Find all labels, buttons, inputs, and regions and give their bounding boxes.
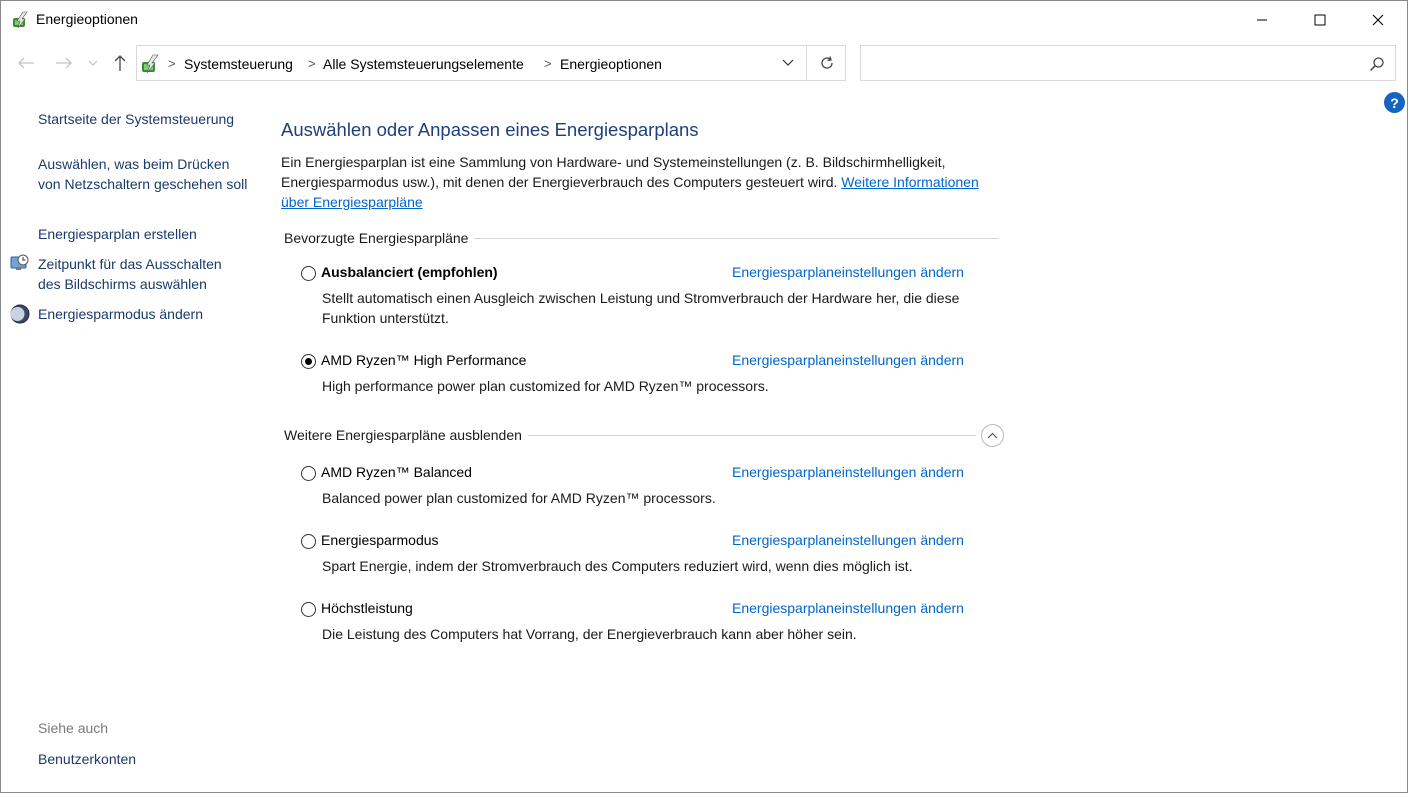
arrow-left-icon [17,56,35,70]
plan-radio-power-saver[interactable] [301,534,316,549]
breadcrumb-systemsteuerung[interactable]: Systemsteuerung [184,56,293,72]
plan-settings-link-amd-high-performance[interactable]: Energiesparplaneinstellungen ändern [732,352,964,368]
plan-desc-balanced: Stellt automatisch einen Ausgleich zwischen Leistung und Stromverbrauch der Hardware her, die diese Funktion unterstützt. [322,290,960,326]
plan-name-balanced[interactable]: Ausbalanciert (empfohlen) [321,264,498,280]
help-button[interactable] [1384,92,1405,113]
chevron-down-icon [782,59,794,67]
maximize-button[interactable] [1291,1,1349,39]
address-dropdown-button[interactable] [771,46,805,80]
plan-radio-amd-balanced[interactable] [301,466,316,481]
minimize-icon [1256,14,1268,26]
recent-locations-button[interactable] [83,51,103,75]
plan-desc-ultimate: Die Leistung des Computers hat Vorrang, der Energieverbrauch kann aber höher sein. [322,626,857,642]
arrow-up-icon [113,54,127,72]
sidebar-item-sleep[interactable]: Energiesparmodus ändern [38,306,203,322]
breadcrumb-separator: > [544,56,552,71]
sidebar-home-link[interactable]: Startseite der Systemsteuerung [38,111,235,127]
collapse-more-plans-button[interactable] [981,424,1004,447]
moon-icon [10,304,30,324]
plan-radio-ultimate[interactable] [301,602,316,617]
plan-desc-amd-high-performance: High performance power plan customized for AMD Ryzen™ processors. [322,378,769,394]
arrow-right-icon [55,56,73,70]
sidebar-item-display-off[interactable]: Zeitpunkt für das Ausschalten des Bildschirms auswählen [38,256,222,292]
monitor-clock-icon [10,253,30,273]
power-options-icon [10,10,30,30]
search-box[interactable] [860,45,1396,81]
breadcrumb-separator: > [308,56,316,71]
refresh-icon [819,55,835,71]
plan-settings-link-amd-balanced[interactable]: Energiesparplaneinstellungen ändern [732,464,964,480]
maximize-icon [1314,14,1326,26]
chevron-up-icon [987,432,998,439]
plan-radio-balanced[interactable] [301,266,316,281]
refresh-button[interactable] [806,46,846,80]
breadcrumb-power-options[interactable]: Energieoptionen [560,56,662,72]
page-description [281,152,1001,212]
plan-settings-link-balanced[interactable]: Energiesparplaneinstellungen ändern [732,264,964,280]
sidebar-item-power-buttons[interactable]: Auswählen, was beim Drücken von Netzschaltern geschehen soll [38,156,248,192]
back-button[interactable] [14,51,38,75]
search-input[interactable] [867,52,1361,76]
plan-name-ultimate[interactable]: Höchstleistung [321,600,413,616]
plan-name-amd-balanced[interactable]: AMD Ryzen™ Balanced [321,464,472,480]
breadcrumb-separator: > [168,56,176,71]
address-bar[interactable] [136,45,846,81]
see-also-user-accounts[interactable]: Benutzerkonten [38,751,137,767]
preferred-plans-label: Bevorzugte Energiesparpläne [284,230,474,246]
plan-desc-amd-balanced: Balanced power plan customized for AMD Ryzen™ processors. [322,490,716,506]
chevron-down-icon [88,59,98,67]
more-plans-label: Weitere Energiesparpläne ausblenden [284,427,528,443]
up-button[interactable] [108,51,132,75]
minimize-button[interactable] [1233,1,1291,39]
page-title: Auswählen oder Anpassen eines Energiesparplans [281,119,699,140]
help-icon: ? [1390,94,1399,111]
description-text: Ein Energiesparplan ist eine Sammlung von Hardware- und Systemeinstellungen (z. B. Bildschirmhelligkeit, Energiesparmodus usw.), mit denen der Energieverbrauch des Computers gesteuert wird. [281,154,946,190]
close-button[interactable] [1349,1,1407,39]
title-bar [1,1,1407,39]
plan-name-amd-high-performance[interactable]: AMD Ryzen™ High Performance [321,352,527,368]
plan-radio-amd-high-performance[interactable] [301,354,316,369]
forward-button[interactable] [52,51,76,75]
plan-desc-power-saver: Spart Energie, indem der Stromverbrauch des Computers reduziert wird, wenn dies möglich ist. [322,558,913,574]
see-also-title: Siehe auch [38,720,109,736]
control-panel-icon [139,53,161,75]
plan-settings-link-ultimate[interactable]: Energiesparplaneinstellungen ändern [732,600,964,616]
close-icon [1372,14,1384,26]
search-icon[interactable] [1369,56,1385,72]
plan-name-power-saver[interactable]: Energiesparmodus [321,532,439,548]
more-info-link[interactable]: Weitere Informationen über Energiesparpläne [281,174,979,210]
breadcrumb-all-items[interactable]: Alle Systemsteuerungselemente [323,56,524,72]
sidebar-item-create-plan[interactable]: Energiesparplan erstellen [38,226,197,242]
window-title: Energieoptionen [36,11,138,27]
plan-settings-link-power-saver[interactable]: Energiesparplaneinstellungen ändern [732,532,964,548]
